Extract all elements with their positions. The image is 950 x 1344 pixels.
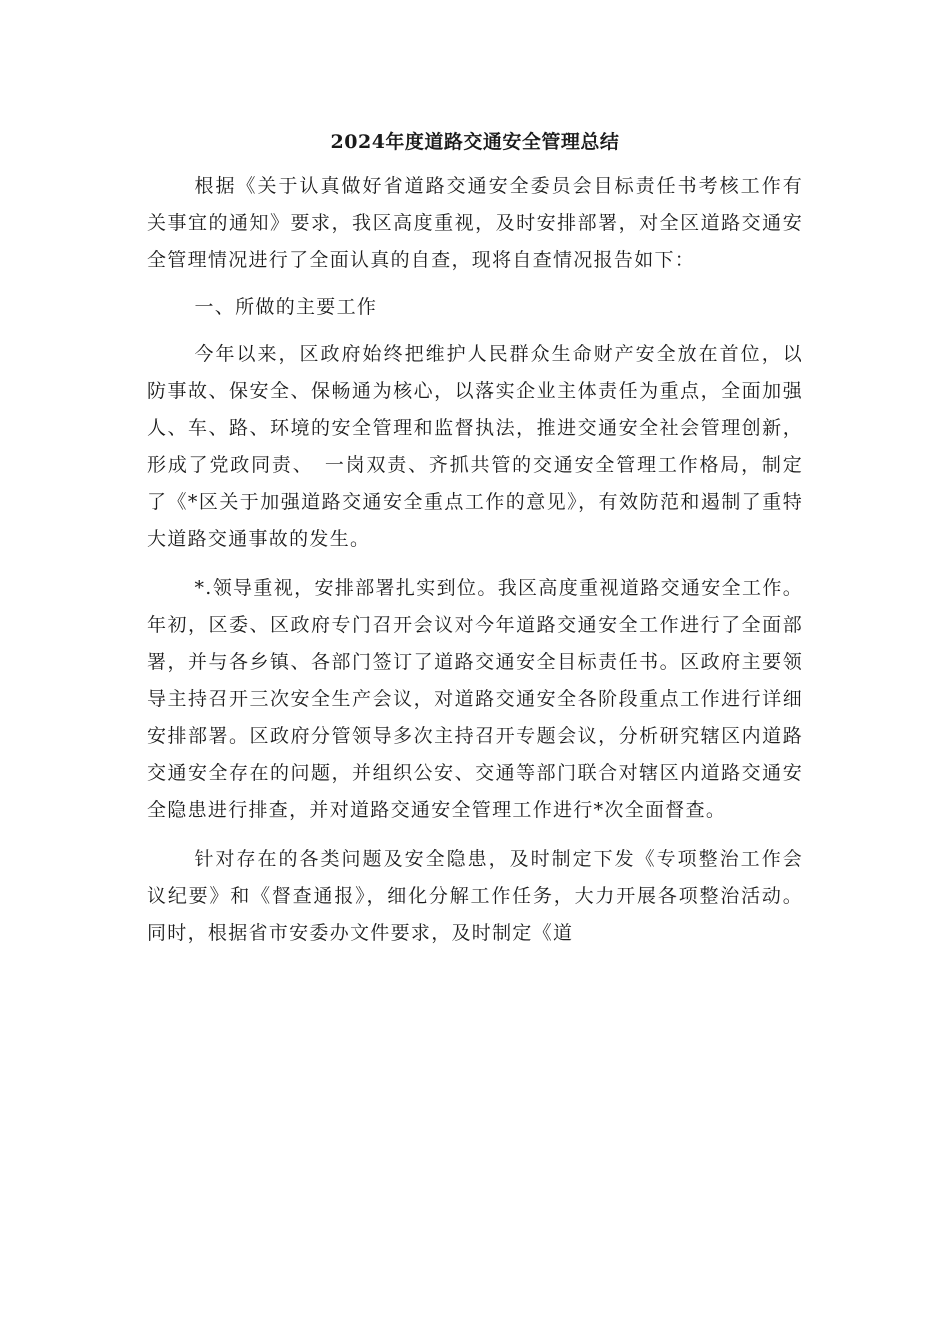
body-paragraph-3: 针对存在的各类问题及安全隐患，及时制定下发《专项整治工作会议纪要》和《督查通报》，细化分解工作任务，大力开展各项整治活动。同时，根据省市安委办文件要求，及时制定《道 (147, 848, 803, 944)
body-paragraph-1: 今年以来，区政府始终把维护人民群众生命财产安全放在首位，以防事故、保安全、保畅通为核心，以落实企业主体责任为重点，全面加强人、车、路、环境的安全管理和监督执法，推进交通安全社会管理创新，形成了党政同责、 一岗双责、齐抓共管的交通安全管理工作格局，制定了《*区关于加强道路交通安全重点工作的意见》，有效防范和遏制了重特大道路交通事故的发生。 (147, 343, 803, 550)
document-body (147, 168, 803, 952)
document-title: 2024年度道路交通安全管理总结 (330, 131, 620, 153)
intro-paragraph: 根据《关于认真做好省道路交通安全委员会目标责任书考核工作有关事宜的通知》要求，我区高度重视，及时安排部署，对全区道路交通安全管理情况进行了全面认真的自查，现将自查情况报告如下： (147, 175, 803, 271)
section-heading: 一、所做的主要工作 (194, 296, 378, 318)
body-paragraph-2: *.领导重视，安排部署扎实到位。我区高度重视道路交通安全工作。年初，区委、区政府专门召开会议对今年道路交通安全工作进行了全面部署，并与各乡镇、各部门签订了道路交通安全目标责任书。区政府主要领导主持召开三次安全生产会议，对道路交通安全各阶段重点工作进行详细安排部署。区政府分管领导多次主持召开专题会议，分析研究辖区内道路交通安全存在的问题，并组织公安、交通等部门联合对辖区内道路交通安全隐患进行排查，并对道路交通安全管理工作进行*次全面督查。 (147, 577, 803, 821)
